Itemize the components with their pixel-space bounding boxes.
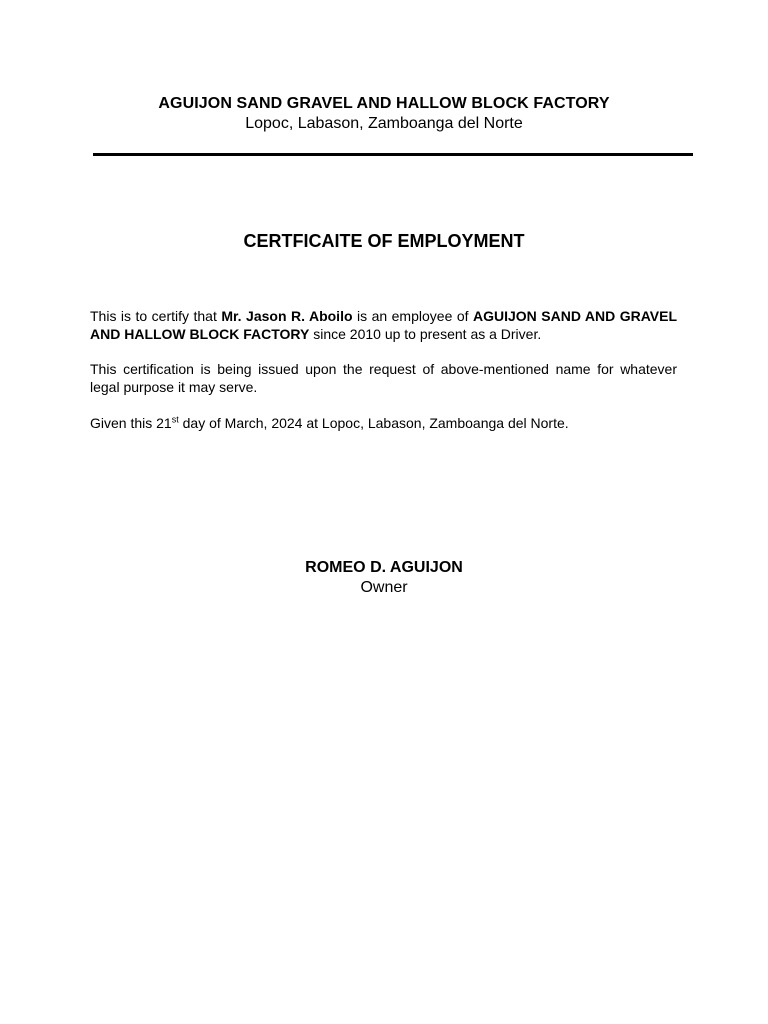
paragraph3-text-a: Given this 21 xyxy=(90,415,172,431)
company-name: AGUIJON SAND GRAVEL AND HALLOW BLOCK FACTORY xyxy=(158,95,610,112)
letterhead xyxy=(0,94,768,134)
header-divider xyxy=(93,153,693,156)
employer-name: AGUIJON SAND AND GRAVEL AND HALLOW BLOCK FACTORY xyxy=(90,308,678,342)
signatory-position: Owner xyxy=(360,579,408,596)
date-paragraph xyxy=(90,414,677,432)
signatory-name: ROMEO D. AGUIJON xyxy=(305,559,463,576)
purpose-paragraph: This certification is being issued upon the request of above-mentioned name for whatever legal purpose it may serve. xyxy=(90,361,677,395)
paragraph1-text-c: since 2010 up to present as a Driver. xyxy=(309,326,542,342)
employee-name: Mr. Jason R. Aboilo xyxy=(221,308,353,324)
signatory-block xyxy=(0,558,768,598)
paragraph1-text-a: This is to certify that xyxy=(90,308,222,324)
ordinal-suffix: st xyxy=(171,414,179,425)
company-address: Lopoc, Labason, Zamboanga del Norte xyxy=(245,115,523,132)
certification-paragraph xyxy=(90,307,677,343)
document-title: CERTFICAITE OF EMPLOYMENT xyxy=(243,231,525,251)
paragraph1-text-b: is an employee of xyxy=(352,308,473,324)
paragraph3-text-b: day of March, 2024 at Lopoc, Labason, Zamboanga del Norte. xyxy=(178,415,569,431)
